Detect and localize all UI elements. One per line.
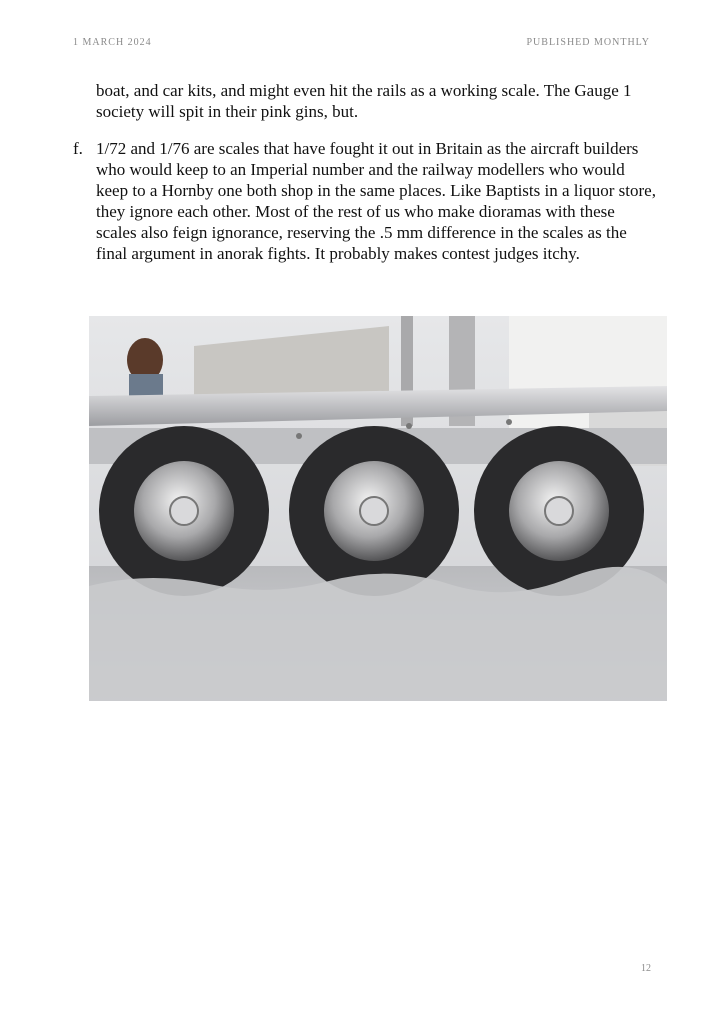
model-truck-wheels-photo: [89, 316, 667, 701]
paragraph-item-f: 1/72 and 1/76 are scales that have fought it out in Britain as the aircraft builders who would keep to an Imperial number and the railway modellers who would keep to a Hornby one both shop in the same places. Like Baptists in a liquor store, they ignore each other. Most of the rest of us who make dioramas with these scales also feign ignorance, reserving the .5 mm difference in the scales as the final argument in anorak fights. It probably makes contest judges itchy.: [96, 139, 656, 263]
page-number: 12: [641, 963, 651, 974]
publication-frequency: PUBLISHED MONTHLY: [526, 37, 650, 48]
paragraph-continuation: boat, and car kits, and might even hit the rails as a working scale. The Gauge 1 society will spit in their pink gins, but.: [96, 81, 632, 121]
list-marker-f: f.: [73, 139, 83, 158]
issue-date: 1 MARCH 2024: [73, 37, 152, 48]
